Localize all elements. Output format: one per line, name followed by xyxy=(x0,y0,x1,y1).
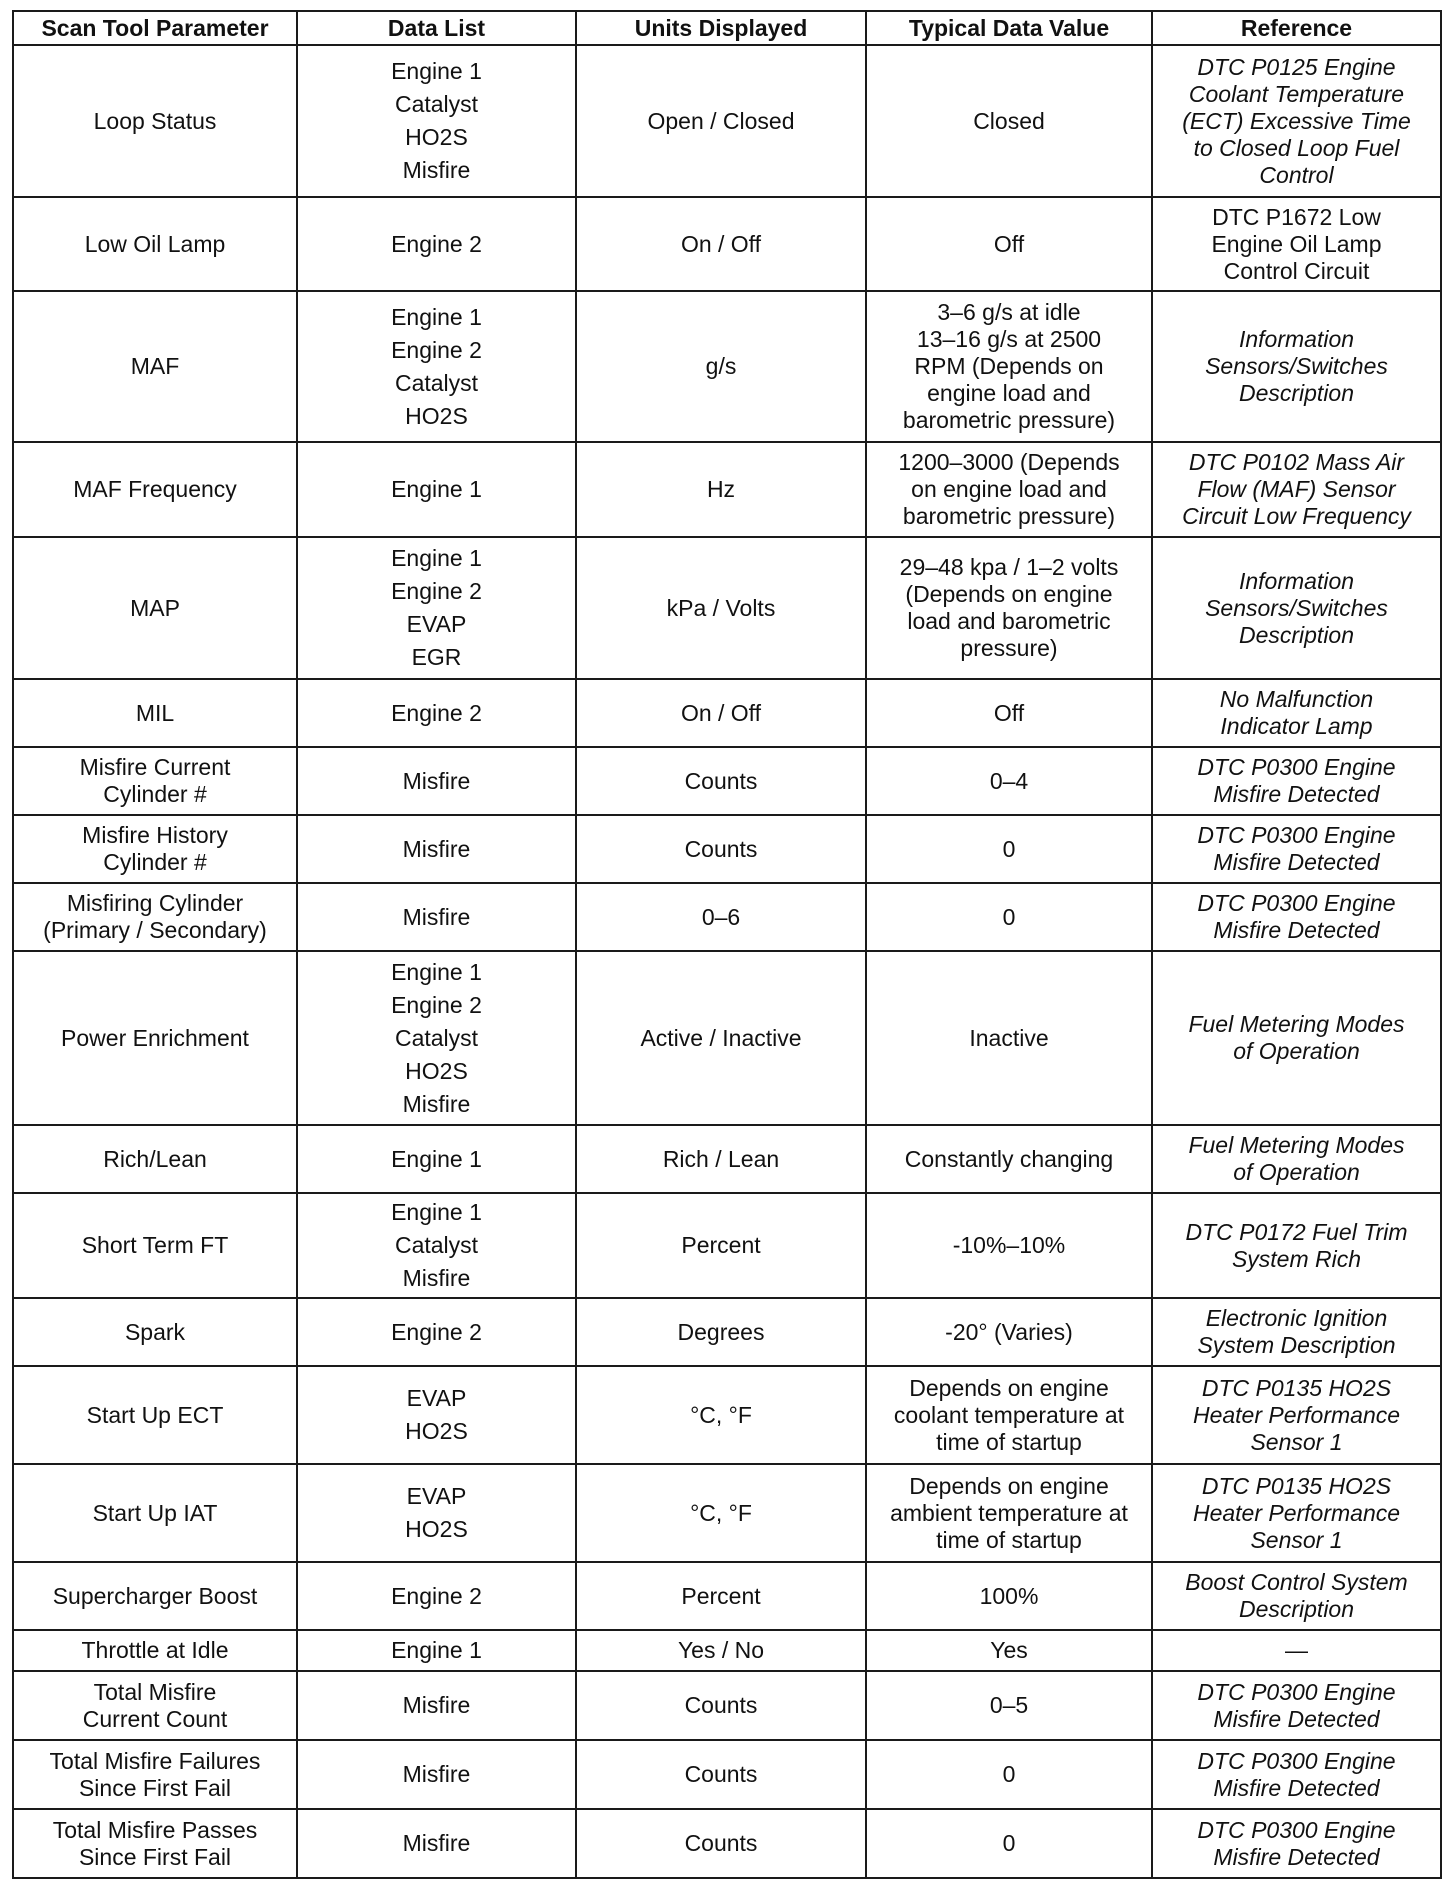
cell-line: Misfire xyxy=(402,157,471,183)
cell-line: 0–5 xyxy=(989,1692,1029,1718)
reference-cell xyxy=(1152,1366,1441,1464)
units-cell xyxy=(576,1630,866,1671)
cell-line: -10%–10% xyxy=(952,1232,1066,1258)
data-list-cell xyxy=(297,1125,576,1193)
cell-line: Start Up IAT xyxy=(92,1499,218,1526)
table-row xyxy=(13,45,1441,197)
header-reference: Reference xyxy=(1152,11,1441,45)
cell-line: Degrees xyxy=(677,1318,765,1345)
cell-line: Engine 2 xyxy=(391,991,482,1018)
reference-cell xyxy=(1152,45,1441,197)
table-row xyxy=(13,1125,1441,1193)
cell-line: Control Circuit xyxy=(1223,257,1370,284)
data-list-cell xyxy=(297,442,576,537)
cell-line: Description xyxy=(1238,621,1355,648)
cell-line: Fuel Metering Modes xyxy=(1188,1132,1405,1158)
data-list-cell xyxy=(297,1671,576,1740)
cell-line: coolant temperature at xyxy=(893,1401,1125,1428)
data-list-cell xyxy=(297,815,576,883)
cell-line: HO2S xyxy=(405,402,468,429)
reference-cell xyxy=(1152,747,1441,815)
cell-line: DTC P0135 HO2S xyxy=(1201,1374,1392,1401)
cell-line: Misfire xyxy=(402,1692,471,1718)
cell-line: Throttle at Idle xyxy=(81,1637,229,1663)
cell-line: Low Oil Lamp xyxy=(84,230,226,257)
cell-line: Description xyxy=(1238,380,1355,406)
table-row xyxy=(13,815,1441,883)
cell-line: of Operation xyxy=(1233,1038,1360,1064)
reference-cell xyxy=(1152,1809,1441,1878)
cell-line: 1200–3000 (Depends xyxy=(898,449,1120,475)
table-row xyxy=(13,442,1441,537)
cell-line: Since First Fail xyxy=(78,1843,232,1870)
cell-line: HO2S xyxy=(405,1057,468,1084)
cell-line: Electronic Ignition xyxy=(1205,1305,1388,1331)
cell-line: Sensor 1 xyxy=(1250,1526,1343,1553)
cell-line: 100% xyxy=(979,1582,1039,1609)
reference-cell xyxy=(1152,951,1441,1125)
cell-line: Description xyxy=(1238,1596,1355,1622)
cell-line: Fuel Metering Modes xyxy=(1188,1011,1405,1037)
cell-line: Misfire Current xyxy=(79,754,231,780)
table-body xyxy=(13,45,1441,1878)
cell-line: 13–16 g/s at 2500 xyxy=(916,326,1102,352)
cell-line: DTC P0135 HO2S xyxy=(1201,1472,1392,1499)
units-cell xyxy=(576,291,866,442)
data-list-cell xyxy=(297,1809,576,1878)
cell-line: Engine 1 xyxy=(391,58,482,84)
header-typical-data-value: Typical Data Value xyxy=(866,11,1152,45)
cell-line: Misfire xyxy=(402,903,471,930)
typical-value-cell xyxy=(866,442,1152,537)
cell-line: MIL xyxy=(135,699,175,726)
data-list-cell xyxy=(297,1464,576,1562)
cell-line: (Primary / Secondary) xyxy=(43,917,267,943)
cell-line: DTC P0300 Engine xyxy=(1197,1747,1396,1774)
data-list-cell xyxy=(297,747,576,815)
cell-line: Engine 2 xyxy=(391,699,482,726)
cell-line: Counts xyxy=(684,1692,758,1718)
cell-line: Inactive xyxy=(969,1024,1049,1051)
cell-line: Coolant Temperature xyxy=(1188,80,1405,107)
table-row xyxy=(13,747,1441,815)
cell-line: System Rich xyxy=(1231,1245,1362,1272)
cell-line: Circuit Low Frequency xyxy=(1182,503,1411,529)
cell-line: kPa / Volts xyxy=(666,594,776,621)
cell-line: Engine 2 xyxy=(391,578,482,604)
table-row xyxy=(13,1562,1441,1630)
cell-line: On / Off xyxy=(680,230,762,257)
reference-cell xyxy=(1152,1630,1441,1671)
cell-line: ambient temperature at xyxy=(890,1499,1128,1526)
reference-cell xyxy=(1152,1193,1441,1298)
cell-line: DTC P0300 Engine xyxy=(1197,1678,1396,1705)
cell-line: System Description xyxy=(1197,1332,1396,1358)
cell-line: DTC P0172 Fuel Trim xyxy=(1185,1218,1408,1245)
cell-line: Engine 1 xyxy=(391,303,482,330)
cell-line: Heater Performance xyxy=(1192,1401,1401,1428)
cell-line: EVAP xyxy=(406,1483,467,1509)
cell-line: Information xyxy=(1238,567,1355,594)
cell-line: DTC P0300 Engine xyxy=(1197,890,1396,916)
cell-line: Sensors/Switches xyxy=(1205,353,1388,379)
typical-value-cell xyxy=(866,291,1152,442)
cell-line: DTC P1672 Low xyxy=(1212,203,1381,230)
cell-line: Information xyxy=(1238,326,1355,352)
typical-value-cell xyxy=(866,1464,1152,1562)
param-cell xyxy=(13,951,297,1125)
cell-line: Boost Control System xyxy=(1185,1569,1408,1595)
cell-line: No Malfunction xyxy=(1219,686,1374,712)
cell-line: EGR xyxy=(411,644,462,670)
cell-line: Catalyst xyxy=(394,369,479,396)
cell-line: Misfire Detected xyxy=(1213,781,1380,807)
cell-line: Engine 1 xyxy=(391,1145,482,1172)
units-cell xyxy=(576,1298,866,1366)
cell-line: 0 xyxy=(1002,1830,1016,1856)
cell-line: Misfire Detected xyxy=(1213,1774,1380,1801)
cell-line: Misfire xyxy=(402,1265,471,1291)
reference-cell xyxy=(1152,679,1441,747)
units-cell xyxy=(576,883,866,951)
table-row xyxy=(13,537,1441,679)
cell-line: time of startup xyxy=(936,1526,1082,1553)
reference-cell xyxy=(1152,1464,1441,1562)
reference-cell xyxy=(1152,537,1441,679)
param-cell xyxy=(13,1740,297,1809)
param-cell xyxy=(13,1298,297,1366)
cell-line: Spark xyxy=(124,1318,186,1345)
reference-cell xyxy=(1152,1562,1441,1630)
param-cell xyxy=(13,883,297,951)
cell-line: °C, °F xyxy=(690,1499,752,1526)
cell-line: Engine 2 xyxy=(391,230,482,257)
table-row xyxy=(13,883,1441,951)
typical-value-cell xyxy=(866,1671,1152,1740)
cell-line: Engine Oil Lamp xyxy=(1211,230,1382,257)
table-row xyxy=(13,1740,1441,1809)
table-row xyxy=(13,1464,1441,1562)
param-cell xyxy=(13,1193,297,1298)
cell-line: Sensors/Switches xyxy=(1205,594,1388,621)
cell-line: Catalyst xyxy=(394,1232,479,1258)
cell-line: time of startup xyxy=(936,1428,1082,1455)
cell-line: DTC P0300 Engine xyxy=(1197,1816,1396,1843)
data-list-cell xyxy=(297,679,576,747)
cell-line: -20° (Varies) xyxy=(945,1318,1073,1345)
cell-line: Total Misfire xyxy=(93,1678,217,1705)
data-list-cell xyxy=(297,1298,576,1366)
units-cell xyxy=(576,815,866,883)
typical-value-cell xyxy=(866,1809,1152,1878)
typical-value-cell xyxy=(866,951,1152,1125)
units-cell xyxy=(576,1562,866,1630)
cell-line: MAP xyxy=(130,594,180,621)
cell-line: Control xyxy=(1259,161,1334,188)
cell-line: °C, °F xyxy=(690,1401,752,1428)
reference-cell xyxy=(1152,291,1441,442)
cell-line: HO2S xyxy=(405,124,468,150)
typical-value-cell xyxy=(866,679,1152,747)
cell-line: (ECT) Excessive Time xyxy=(1182,107,1411,134)
table-row xyxy=(13,679,1441,747)
cell-line: Catalyst xyxy=(394,91,479,117)
param-cell xyxy=(13,1809,297,1878)
cell-line: Total Misfire Failures xyxy=(49,1747,261,1774)
table-header-row xyxy=(13,11,1441,45)
cell-line: Misfire xyxy=(402,1761,471,1787)
cell-line: Heater Performance xyxy=(1192,1499,1401,1526)
param-cell xyxy=(13,1464,297,1562)
cell-line: Misfire xyxy=(402,767,471,794)
cell-line: Open / Closed xyxy=(647,107,795,134)
units-cell xyxy=(576,951,866,1125)
data-list-cell xyxy=(297,291,576,442)
cell-line: Engine 2 xyxy=(391,1318,482,1345)
cell-line: on engine load and xyxy=(911,476,1107,502)
data-list-cell xyxy=(297,197,576,291)
cell-line: 0 xyxy=(1002,835,1016,862)
typical-value-cell xyxy=(866,197,1152,291)
units-cell xyxy=(576,1671,866,1740)
cell-line: Engine 1 xyxy=(391,476,482,502)
cell-line: Yes / No xyxy=(677,1637,765,1663)
cell-line: Indicator Lamp xyxy=(1220,713,1373,739)
units-cell xyxy=(576,1464,866,1562)
cell-line: 3–6 g/s at idle xyxy=(937,299,1081,325)
param-cell xyxy=(13,747,297,815)
cell-line: HO2S xyxy=(405,1418,468,1444)
data-list-cell xyxy=(297,45,576,197)
typical-value-cell xyxy=(866,45,1152,197)
cell-line: (Depends on engine xyxy=(905,581,1113,607)
cell-line: Yes xyxy=(990,1637,1028,1663)
param-cell xyxy=(13,442,297,537)
reference-cell xyxy=(1152,442,1441,537)
cell-line: Cylinder # xyxy=(103,849,207,875)
cell-line: Counts xyxy=(684,835,758,862)
reference-cell xyxy=(1152,1298,1441,1366)
cell-line: Depends on engine xyxy=(909,1374,1109,1401)
cell-line: Cylinder # xyxy=(103,781,207,807)
cell-line: — xyxy=(1285,1637,1308,1663)
cell-line: Active / Inactive xyxy=(640,1024,802,1051)
cell-line: Misfire xyxy=(402,1090,471,1117)
cell-line: Misfire xyxy=(402,1830,471,1856)
cell-line: Start Up ECT xyxy=(86,1401,224,1428)
units-cell xyxy=(576,1740,866,1809)
cell-line: DTC P0102 Mass Air xyxy=(1188,449,1405,475)
param-cell xyxy=(13,45,297,197)
data-list-cell xyxy=(297,1630,576,1671)
cell-line: Counts xyxy=(684,767,758,794)
reference-cell xyxy=(1152,197,1441,291)
cell-line: 0 xyxy=(1002,903,1016,930)
typical-value-cell xyxy=(866,1125,1152,1193)
cell-line: Hz xyxy=(706,476,736,502)
cell-line: engine load and xyxy=(927,380,1091,406)
typical-value-cell xyxy=(866,883,1152,951)
reference-cell xyxy=(1152,1671,1441,1740)
reference-cell xyxy=(1152,1125,1441,1193)
reference-cell xyxy=(1152,815,1441,883)
header-scan-tool-parameter: Scan Tool Parameter xyxy=(13,11,297,45)
data-list-cell xyxy=(297,883,576,951)
table-row xyxy=(13,291,1441,442)
cell-line: g/s xyxy=(705,353,737,379)
cell-line: Constantly changing xyxy=(904,1145,1114,1172)
cell-line: load and barometric xyxy=(907,608,1111,634)
data-list-cell xyxy=(297,1562,576,1630)
cell-line: barometric pressure) xyxy=(902,503,1116,529)
typical-value-cell xyxy=(866,1366,1152,1464)
cell-line: Misfiring Cylinder xyxy=(66,890,244,916)
units-cell xyxy=(576,197,866,291)
cell-line: DTC P0300 Engine xyxy=(1197,822,1396,848)
param-cell xyxy=(13,679,297,747)
cell-line: Rich / Lean xyxy=(662,1145,780,1172)
cell-line: Catalyst xyxy=(394,1024,479,1051)
typical-value-cell xyxy=(866,1298,1152,1366)
cell-line: EVAP xyxy=(406,1385,467,1411)
cell-line: barometric pressure) xyxy=(902,407,1116,433)
units-cell xyxy=(576,442,866,537)
units-cell xyxy=(576,45,866,197)
table-row xyxy=(13,1809,1441,1878)
param-cell xyxy=(13,1671,297,1740)
units-cell xyxy=(576,679,866,747)
header-data-list: Data List xyxy=(297,11,576,45)
cell-line: Engine 1 xyxy=(391,1199,482,1225)
cell-line: pressure) xyxy=(960,635,1058,661)
units-cell xyxy=(576,1366,866,1464)
typical-value-cell xyxy=(866,815,1152,883)
cell-line: EVAP xyxy=(406,611,467,637)
typical-value-cell xyxy=(866,1562,1152,1630)
data-list-cell xyxy=(297,1740,576,1809)
cell-line: Flow (MAF) Sensor xyxy=(1197,476,1396,502)
cell-line: Power Enrichment xyxy=(61,1024,249,1051)
data-list-cell xyxy=(297,1366,576,1464)
cell-line: Supercharger Boost xyxy=(52,1582,258,1609)
cell-line: Misfire xyxy=(402,835,471,862)
cell-line: DTC P0125 Engine xyxy=(1197,53,1396,80)
table-row xyxy=(13,951,1441,1125)
data-list-cell xyxy=(297,951,576,1125)
units-cell xyxy=(576,1193,866,1298)
reference-cell xyxy=(1152,883,1441,951)
cell-line: Rich/Lean xyxy=(103,1145,207,1172)
table-row xyxy=(13,1630,1441,1671)
cell-line: RPM (Depends on xyxy=(914,353,1104,379)
cell-line: 0–6 xyxy=(701,903,741,930)
cell-line: 29–48 kpa / 1–2 volts xyxy=(899,554,1119,580)
cell-line: On / Off xyxy=(680,699,762,726)
cell-line: Engine 1 xyxy=(391,1637,482,1663)
cell-line: Engine 1 xyxy=(391,958,482,985)
cell-line: Misfire Detected xyxy=(1213,917,1380,943)
table-row xyxy=(13,1671,1441,1740)
cell-line: MAF xyxy=(130,353,180,379)
cell-line: Off xyxy=(993,230,1025,257)
cell-line: of Operation xyxy=(1233,1159,1360,1185)
units-cell xyxy=(576,1125,866,1193)
data-list-cell xyxy=(297,537,576,679)
cell-line: Current Count xyxy=(82,1705,228,1732)
cell-line: Since First Fail xyxy=(78,1774,232,1801)
cell-line: Sensor 1 xyxy=(1250,1428,1343,1455)
cell-line: DTC P0300 Engine xyxy=(1197,754,1396,780)
cell-line: Misfire Detected xyxy=(1213,849,1380,875)
param-cell xyxy=(13,1562,297,1630)
cell-line: Off xyxy=(993,699,1025,726)
units-cell xyxy=(576,537,866,679)
scan-tool-data-table xyxy=(12,10,1442,1879)
cell-line: Counts xyxy=(684,1761,758,1787)
typical-value-cell xyxy=(866,1740,1152,1809)
cell-line: MAF Frequency xyxy=(73,476,237,502)
table-row xyxy=(13,197,1441,291)
reference-cell xyxy=(1152,1740,1441,1809)
cell-line: Depends on engine xyxy=(909,1472,1109,1499)
cell-line: Loop Status xyxy=(93,107,217,134)
param-cell xyxy=(13,291,297,442)
param-cell xyxy=(13,815,297,883)
cell-line: Misfire Detected xyxy=(1213,1705,1380,1732)
cell-line: Total Misfire Passes xyxy=(52,1816,258,1843)
param-cell xyxy=(13,1366,297,1464)
cell-line: Engine 2 xyxy=(391,336,482,363)
param-cell xyxy=(13,1125,297,1193)
cell-line: 0 xyxy=(1002,1761,1016,1787)
cell-line: Percent xyxy=(681,1232,761,1258)
cell-line: Engine 2 xyxy=(391,1582,482,1609)
cell-line: Percent xyxy=(681,1582,761,1609)
param-cell xyxy=(13,197,297,291)
units-cell xyxy=(576,747,866,815)
typical-value-cell xyxy=(866,537,1152,679)
cell-line: Short Term FT xyxy=(81,1232,229,1258)
cell-line: Counts xyxy=(684,1830,758,1856)
typical-value-cell xyxy=(866,747,1152,815)
data-list-cell xyxy=(297,1193,576,1298)
cell-line: Engine 1 xyxy=(391,545,482,571)
table-row xyxy=(13,1298,1441,1366)
typical-value-cell xyxy=(866,1193,1152,1298)
units-cell xyxy=(576,1809,866,1878)
table-row xyxy=(13,1193,1441,1298)
cell-line: Misfire History xyxy=(82,822,228,848)
cell-line: 0–4 xyxy=(989,767,1029,794)
header-units-displayed: Units Displayed xyxy=(576,11,866,45)
cell-line: HO2S xyxy=(405,1516,468,1542)
table-row xyxy=(13,1366,1441,1464)
cell-line: Closed xyxy=(973,107,1045,134)
cell-line: Misfire Detected xyxy=(1213,1843,1380,1870)
param-cell xyxy=(13,1630,297,1671)
typical-value-cell xyxy=(866,1630,1152,1671)
cell-line: to Closed Loop Fuel xyxy=(1193,134,1400,161)
param-cell xyxy=(13,537,297,679)
